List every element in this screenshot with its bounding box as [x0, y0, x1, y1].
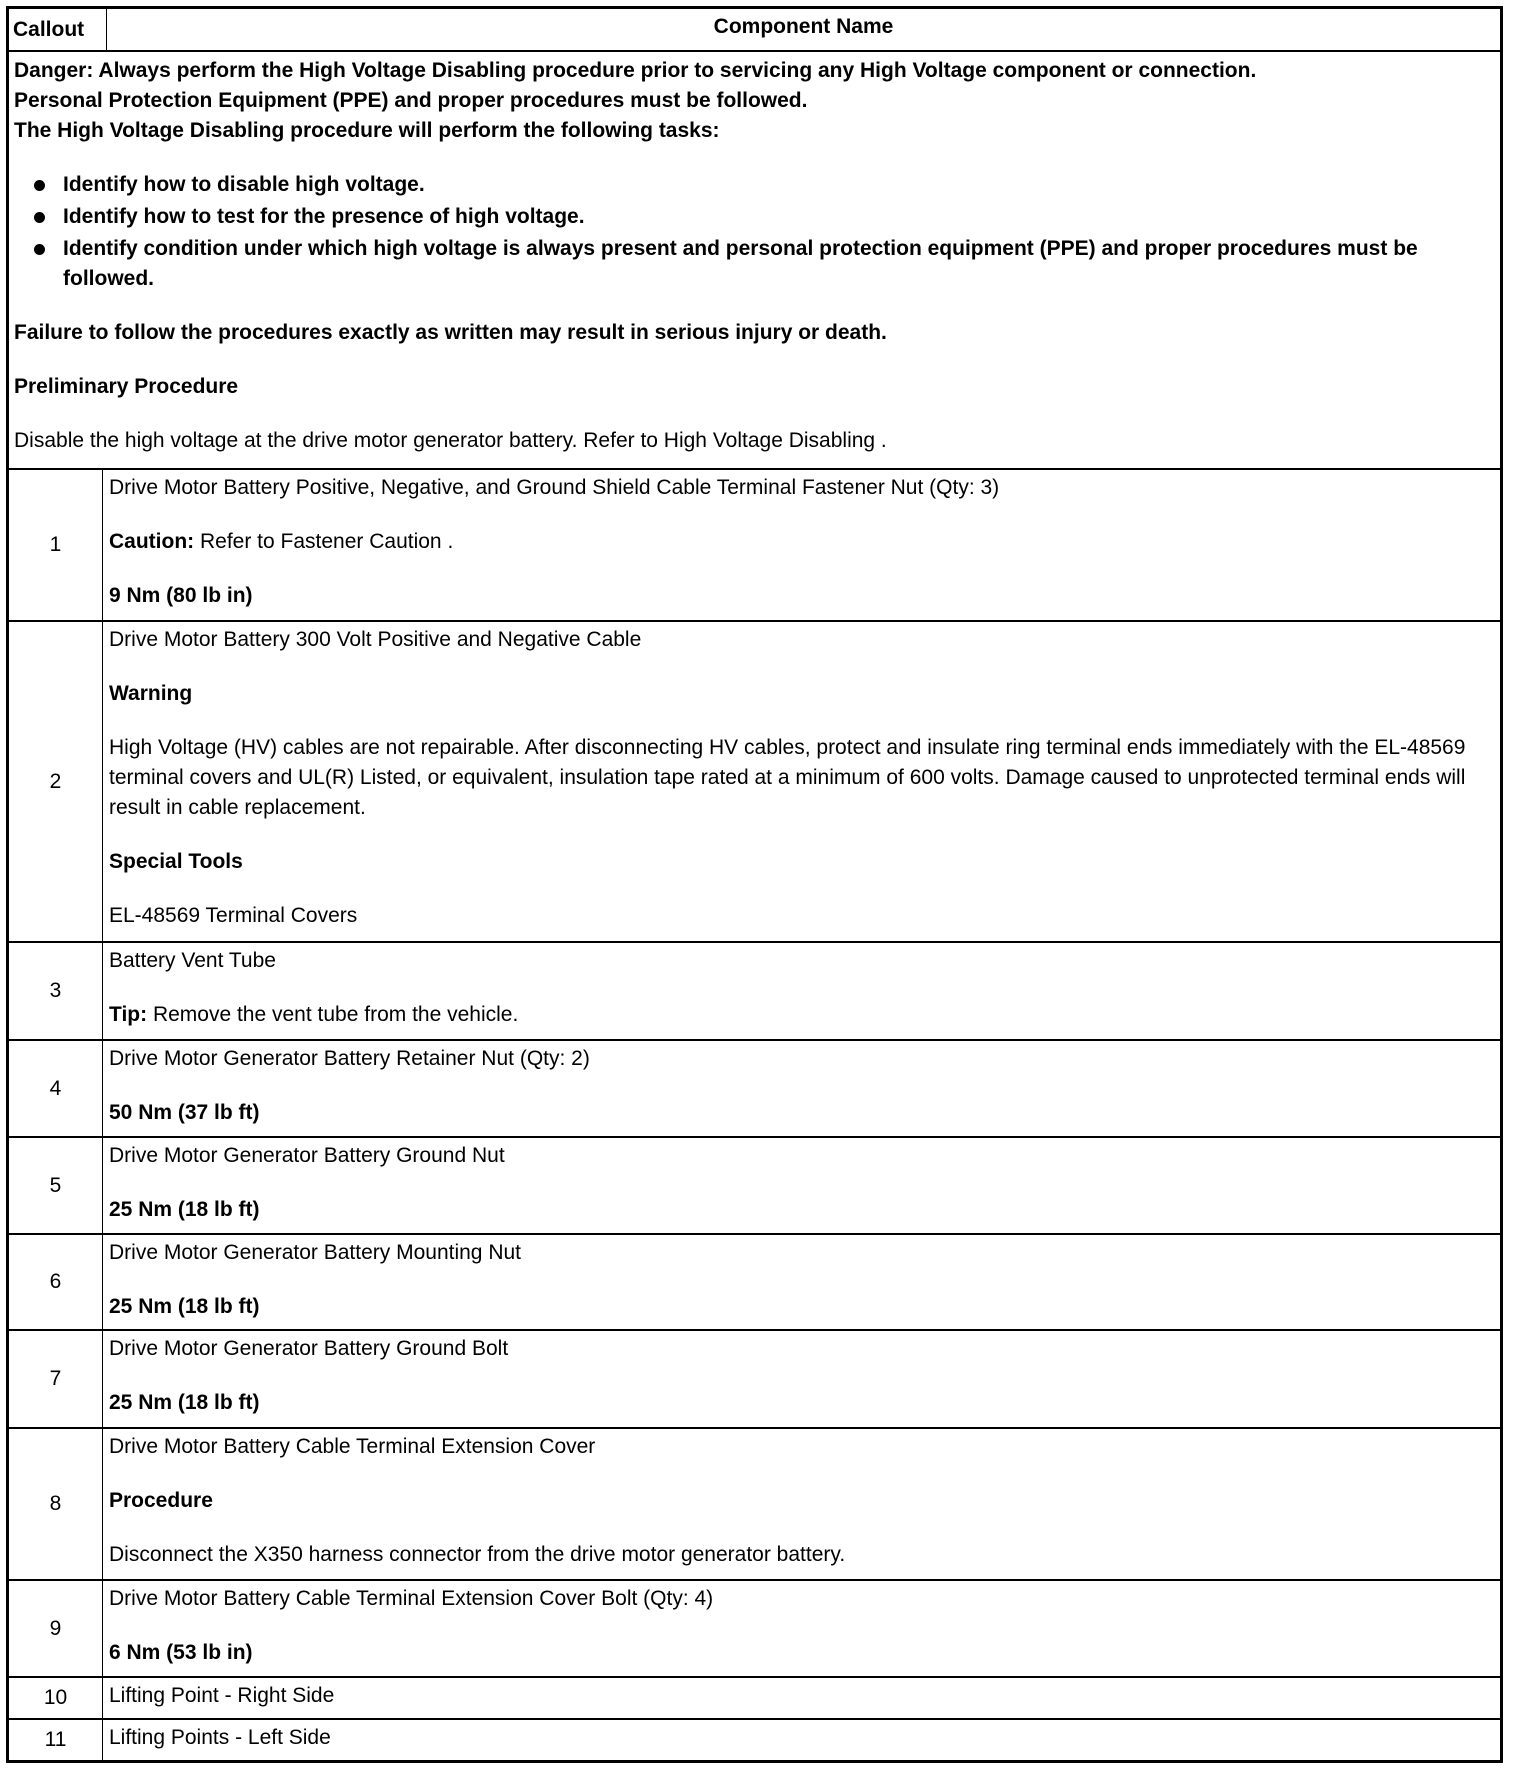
- torque-spec: 6 Nm (53 lb in): [109, 1641, 253, 1664]
- callout-number: 9: [9, 1581, 103, 1676]
- header-callout: Callout: [9, 9, 107, 50]
- component-name: Battery Vent Tube: [109, 949, 276, 972]
- table-row: [9, 1329, 1500, 1427]
- callout-number: 11: [9, 1720, 103, 1760]
- torque-spec: 50 Nm (37 lb ft): [109, 1101, 260, 1124]
- table-row: [9, 1427, 1500, 1579]
- bullet-icon: [34, 180, 45, 191]
- component-name: Drive Motor Battery Cable Terminal Extension Cover: [109, 1435, 596, 1458]
- torque-spec: 25 Nm (18 lb ft): [109, 1391, 260, 1414]
- table-header: [9, 9, 1500, 50]
- tip-note: Tip: Remove the vent tube from the vehicle.: [109, 1003, 519, 1026]
- list-item: Identify condition under which high voltage is always present and personal protection equipment (PPE) and proper procedures must be followed.: [14, 234, 1495, 294]
- callout-number: 8: [9, 1429, 103, 1579]
- table-row: [9, 468, 1500, 620]
- component-name: Lifting Points - Left Side: [109, 1726, 331, 1749]
- table-row: [9, 941, 1500, 1039]
- danger-text: Danger: Always perform the High Voltage Disabling procedure prior to servicing any High Voltage component or connection. Personal Protection Equipment (PPE) and proper procedures must be followed. The High Voltage Disabling procedure will perform the following tasks:: [14, 59, 1257, 142]
- caution-note: Caution: Refer to Fastener Caution .: [109, 530, 454, 553]
- table-row: [9, 620, 1500, 941]
- bullet-icon: [34, 212, 45, 223]
- torque-spec: 9 Nm (80 lb in): [109, 584, 253, 607]
- task-list: [14, 170, 1495, 294]
- callout-number: 3: [9, 943, 103, 1039]
- callout-number: 7: [9, 1331, 103, 1427]
- torque-spec: 25 Nm (18 lb ft): [109, 1198, 260, 1221]
- component-name: Drive Motor Generator Battery Ground Nut: [109, 1144, 505, 1167]
- procedure-text: Disconnect the X350 harness connector from the drive motor generator battery.: [109, 1543, 846, 1566]
- table-row: [9, 1579, 1500, 1676]
- callout-number: 6: [9, 1235, 103, 1329]
- table-row: [9, 1718, 1500, 1760]
- preliminary-text: Disable the high voltage at the drive motor generator battery. Refer to High Voltage Disabling .: [14, 429, 887, 452]
- component-name: Drive Motor Generator Battery Ground Bolt: [109, 1337, 509, 1360]
- table-row: [9, 1039, 1500, 1136]
- failure-warning: Failure to follow the procedures exactly as written may result in serious injury or death.: [14, 321, 887, 344]
- bullet-icon: [34, 244, 45, 255]
- special-tools-label: Special Tools: [109, 850, 243, 873]
- component-name: Drive Motor Battery Cable Terminal Extension Cover Bolt (Qty: 4): [109, 1587, 714, 1610]
- header-component-name: Component Name: [713, 15, 894, 38]
- component-name: Drive Motor Generator Battery Retainer Nut (Qty: 2): [109, 1047, 590, 1070]
- component-name: Drive Motor Generator Battery Mounting Nut: [109, 1241, 522, 1264]
- table-row: [9, 1233, 1500, 1329]
- component-name: Drive Motor Battery 300 Volt Positive and Negative Cable: [109, 628, 642, 651]
- list-item: Identify how to disable high voltage.: [14, 170, 1495, 200]
- preliminary-title: Preliminary Procedure: [14, 375, 239, 398]
- table-row: [9, 1136, 1500, 1233]
- procedure-label: Procedure: [109, 1489, 213, 1512]
- callout-number: 4: [9, 1041, 103, 1136]
- warning-label: Warning: [109, 682, 193, 705]
- callout-number: 1: [9, 470, 103, 620]
- torque-spec: 25 Nm (18 lb ft): [109, 1295, 260, 1318]
- warning-text: High Voltage (HV) cables are not repairable. After disconnecting HV cables, protect and insulate ring terminal ends immediately with the EL-48569 terminal covers and UL(R) Listed, or equivalent, insulation tape rated at a minimum of 600 volts. Damage caused to unprotected terminal ends will result in cable replacement.: [109, 736, 1466, 819]
- component-name: Lifting Point - Right Side: [109, 1684, 335, 1707]
- callout-number: 2: [9, 622, 103, 941]
- table-row: [9, 1676, 1500, 1718]
- list-item: Identify how to test for the presence of high voltage.: [14, 202, 1495, 232]
- callout-number: 10: [9, 1678, 103, 1718]
- component-name: Drive Motor Battery Positive, Negative, and Ground Shield Cable Terminal Fastener Nut (Qty: 3): [109, 476, 1000, 499]
- callout-number: 5: [9, 1138, 103, 1233]
- danger-section: [9, 50, 1500, 468]
- component-table: [6, 6, 1503, 1763]
- special-tools-text: EL-48569 Terminal Covers: [109, 904, 358, 927]
